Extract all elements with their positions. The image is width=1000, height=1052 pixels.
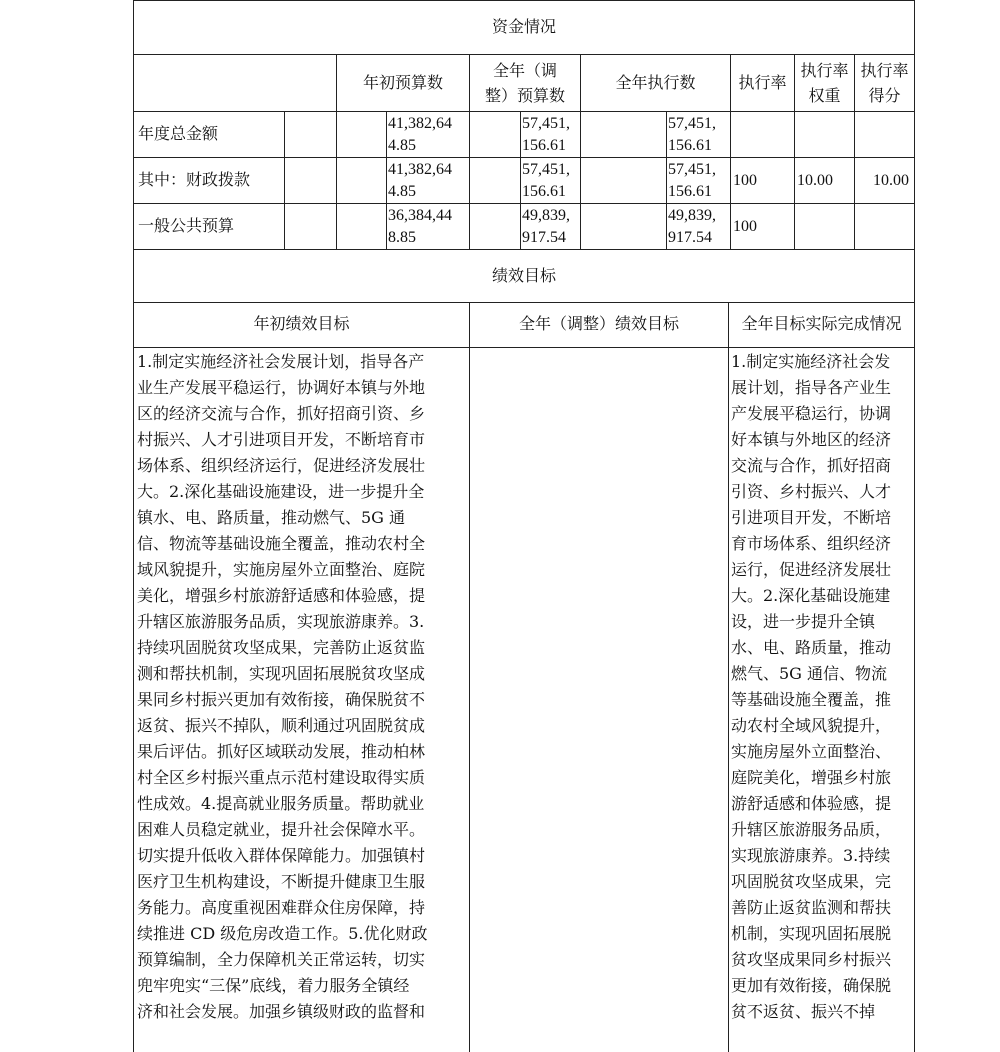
row2-weight: 10.00 — [797, 172, 833, 189]
actual-goals-line: 大。2.深化基础设施建 — [731, 586, 891, 605]
row1-executed-l2: 156.61 — [668, 137, 712, 154]
header-weight — [795, 58, 854, 108]
rule-below-funds-title — [133, 54, 914, 55]
rule-left — [133, 0, 134, 1052]
initial-goals-line: 测和帮扶机制，实现巩固拓展脱贫攻坚成 — [137, 664, 426, 683]
actual-goals-line: 庭院美化，增强乡村旅 — [731, 768, 892, 787]
initial-goals-text — [137, 349, 469, 1052]
row3-initial — [388, 205, 452, 249]
row3-adjusted-l1: 49,839, — [522, 207, 570, 224]
row3-adjusted — [522, 205, 570, 249]
initial-goals-line: 美化，增强乡村旅游舒适感和体验感，提 — [137, 586, 426, 605]
rule-goals-v2 — [728, 302, 729, 1052]
actual-goals-line: 燃气、5G 通信、物流 — [731, 664, 888, 683]
header-adjusted-line2: 整）预算数 — [484, 86, 565, 105]
header-exec-rate — [731, 72, 794, 94]
actual-goals-line: 机制，实现巩固拓展脱 — [731, 924, 892, 943]
actual-goals-line: 展计划，指导各产业生 — [731, 378, 892, 397]
header-initial-budget — [337, 72, 469, 94]
row2-score: 10.00 — [873, 172, 909, 189]
initial-goals-line: 域风貌提升，实施房屋外立面整治、庭院 — [137, 560, 426, 579]
goals-col-adjusted: 全年（调整）绩效目标 — [518, 314, 679, 333]
actual-goals-line: 育市场体系、组织经济 — [731, 534, 892, 553]
initial-goals-line: 预算编制，全力保障机关正常运转，切实 — [137, 950, 426, 969]
funds-section-title: 资金情况 — [491, 17, 556, 36]
actual-goals-line: 引进项目开发，不断培 — [731, 508, 892, 527]
rule-v-336b — [336, 111, 337, 249]
initial-goals-line: 返贫、振兴不掉队，顺利通过巩固脱贫成 — [137, 716, 426, 735]
actual-goals-line: 巩固脱贫攻坚成果，完 — [731, 872, 892, 891]
header-weight-line2: 权重 — [808, 86, 841, 105]
row1-adjusted — [522, 113, 570, 157]
row3-executed-l2: 917.54 — [668, 229, 712, 246]
row3-label: 一般公共预算 — [138, 216, 235, 235]
initial-goals-line: 切实提升低收入群体保障能力。加强镇村 — [137, 846, 426, 865]
row1-adjusted-l2: 156.61 — [522, 137, 566, 154]
actual-goals-line: 引资、乡村振兴、人才 — [731, 482, 892, 501]
row2-executed-l1: 57,451, — [668, 161, 716, 178]
row3-rate: 100 — [733, 218, 757, 235]
initial-goals-line: 兜牢兜实“三保”底线，着力服务全镇经 — [137, 976, 410, 995]
initial-goals-line: 果同乡村振兴更加有效衔接，确保脱贫不 — [137, 690, 426, 709]
actual-goals-line: 水、电、路质量，推动 — [731, 638, 892, 657]
rule-v-520 — [520, 111, 521, 249]
row2-label: 其中：财政拨款 — [138, 170, 251, 189]
actual-goals-line: 好本镇与外地区的经济 — [731, 430, 892, 449]
initial-goals-line: 务能力。高度重视困难群众住房保障，持 — [137, 898, 426, 917]
rule-below-goals-header — [133, 347, 914, 348]
rule-below-goals-title — [133, 302, 914, 303]
actual-goals-line: 等基础设施全覆盖，推 — [731, 690, 892, 709]
rule-below-row1 — [133, 157, 914, 158]
rule-v-284 — [284, 111, 285, 249]
actual-goals-line: 贫攻坚成果同乡村振兴 — [731, 950, 892, 969]
initial-goals-line: 果后评估。抓好区域联动发展，推动柏林 — [137, 742, 426, 761]
header-score-line2: 得分 — [868, 86, 901, 105]
initial-goals-line: 村振兴、人才引进项目开发，不断培育市 — [137, 430, 426, 449]
header-score — [855, 58, 914, 108]
rule-goals-v1 — [469, 302, 470, 1052]
actual-goals-line: 运行，促进经济发展壮 — [731, 560, 892, 579]
row2-adjusted — [522, 159, 570, 203]
initial-goals-line: 场体系、组织经济运行，促进经济发展壮 — [137, 456, 426, 475]
goals-col-actual: 全年目标实际完成情况 — [741, 314, 902, 333]
rule-right — [914, 0, 915, 1052]
initial-goals-line: 大。2.深化基础设施建设，进一步提升全 — [137, 482, 425, 501]
initial-goals-line: 困难人员稳定就业，提升社会保障水平。 — [137, 820, 426, 839]
initial-goals-line: 性成效。4.提高就业服务质量。帮助就业 — [137, 794, 425, 813]
rule-top — [133, 0, 914, 1]
row2-rate: 100 — [733, 172, 757, 189]
initial-goals-line: 村全区乡村振兴重点示范村建设取得实质 — [137, 768, 426, 787]
header-score-line1: 执行率 — [860, 61, 909, 80]
actual-goals-line: 动农村全域风貌提升， — [731, 716, 892, 735]
row2-initial-l2: 4.85 — [388, 183, 416, 200]
row3-initial-l1: 36,384,44 — [388, 207, 452, 224]
row2-adjusted-l1: 57,451, — [522, 161, 570, 178]
initial-goals-line: 医疗卫生机构建设，不断提升健康卫生服 — [137, 872, 426, 891]
header-weight-line1: 执行率 — [800, 61, 849, 80]
initial-goals-line: 1.制定实施经济社会发展计划，指导各产 — [137, 352, 425, 371]
header-exec-rate-line: 执行率 — [738, 73, 787, 92]
row3-initial-l2: 8.85 — [388, 229, 416, 246]
initial-goals-line: 济和社会发展。加强乡镇级财政的监督和 — [137, 1002, 426, 1021]
rule-below-header — [133, 111, 914, 112]
row1-label: 年度总金额 — [138, 124, 219, 143]
rule-below-row2 — [133, 203, 914, 204]
rule-v-666 — [666, 111, 667, 249]
row1-adjusted-l1: 57,451, — [522, 115, 570, 132]
actual-goals-line: 贫不返贫、振兴不掉 — [731, 1002, 876, 1021]
actual-goals-line: 设，进一步提升全镇 — [731, 612, 876, 631]
actual-goals-line: 产发展平稳运行，协调 — [731, 404, 892, 423]
initial-goals-line: 区的经济交流与合作，抓好招商引资、乡 — [137, 404, 426, 423]
row1-initial-l2: 4.85 — [388, 137, 416, 154]
row2-initial-l1: 41,382,64 — [388, 161, 452, 178]
initial-goals-line: 镇水、电、路质量，推动燃气、5G 通 — [137, 508, 406, 527]
row1-initial — [388, 113, 452, 157]
header-adjusted-budget — [470, 58, 580, 108]
header-initial-budget-line: 年初预算数 — [362, 73, 443, 92]
header-adjusted-line1: 全年（调 — [492, 61, 557, 80]
goals-col-initial: 年初绩效目标 — [253, 314, 350, 333]
initial-goals-line: 业生产发展平稳运行，协调好本镇与外地 — [137, 378, 426, 397]
row2-executed-l2: 156.61 — [668, 183, 712, 200]
actual-goals-line: 实施房屋外立面整治、 — [731, 742, 892, 761]
actual-goals-line: 游舒适感和体验感，提 — [731, 794, 892, 813]
row3-executed — [668, 205, 716, 249]
actual-goals-text — [731, 349, 914, 1052]
actual-goals-line: 升辖区旅游服务品质， — [731, 820, 892, 839]
initial-goals-line: 续推进 CD 级危房改造工作。5.优化财政 — [137, 924, 428, 943]
actual-goals-line: 善防止返贫监测和帮扶 — [731, 898, 892, 917]
rule-below-row3 — [133, 249, 914, 250]
initial-goals-line: 信、物流等基础设施全覆盖，推动农村全 — [137, 534, 426, 553]
actual-goals-line: 交流与合作，抓好招商 — [731, 456, 892, 475]
initial-goals-line: 持续巩固脱贫攻坚成果，完善防止返贫监 — [137, 638, 426, 657]
row2-adjusted-l2: 156.61 — [522, 183, 566, 200]
row2-initial — [388, 159, 452, 203]
row3-executed-l1: 49,839, — [668, 207, 716, 224]
row1-executed-l1: 57,451, — [668, 115, 716, 132]
goals-section-title: 绩效目标 — [491, 266, 556, 285]
row3-adjusted-l2: 917.54 — [522, 229, 566, 246]
actual-goals-line: 更加有效衔接，确保脱 — [731, 976, 892, 995]
header-executed-line: 全年执行数 — [615, 73, 696, 92]
row2-executed — [668, 159, 716, 203]
initial-goals-line: 升辖区旅游服务品质，实现旅游康养。3. — [137, 612, 425, 631]
row1-executed — [668, 113, 716, 157]
actual-goals-line: 实现旅游康养。3.持续 — [731, 846, 891, 865]
row1-initial-l1: 41,382,64 — [388, 115, 452, 132]
rule-v-386 — [386, 111, 387, 249]
header-executed — [581, 72, 730, 94]
actual-goals-line: 1.制定实施经济社会发 — [731, 352, 891, 371]
